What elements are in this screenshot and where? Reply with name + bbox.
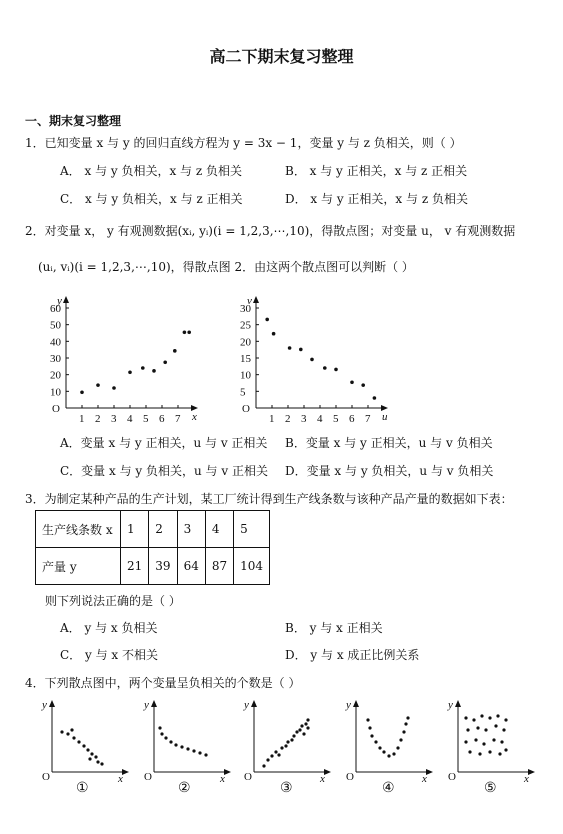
- x-tick-label: 4: [127, 413, 133, 425]
- data-point: [299, 348, 303, 352]
- y-axis-label: y: [57, 295, 62, 307]
- table-cell: 5: [234, 511, 270, 548]
- section-heading: 一、期末复习整理: [25, 114, 122, 128]
- plot-label-2: ②: [178, 780, 191, 796]
- data-point: [152, 369, 156, 373]
- data-point: [373, 396, 377, 400]
- q3-option-a[interactable]: A． y 与 x 负相关: [60, 621, 158, 635]
- y-tick-label: 20: [50, 369, 61, 382]
- table-cell: 1: [121, 511, 149, 548]
- svg-text:O: O: [346, 771, 354, 783]
- x-tick-label: 4: [317, 413, 323, 425]
- svg-text:y: y: [244, 699, 249, 711]
- table-row: [36, 548, 270, 585]
- small-plot-2: [142, 699, 237, 785]
- table-cell: 4: [205, 511, 233, 548]
- data-point: [187, 330, 191, 334]
- small-plot-4: [344, 699, 439, 785]
- data-point: [361, 383, 365, 387]
- table-cell: 21: [121, 548, 149, 585]
- data-point: [272, 332, 276, 336]
- y-tick-label: 50: [50, 319, 61, 332]
- data-point: [163, 360, 167, 364]
- data-point: [323, 366, 327, 370]
- x-tick-label: 6: [349, 413, 355, 425]
- y-axis-arrow: [63, 296, 69, 303]
- q3-stem: 3．为制定某种产品的生产计划，某工厂统计得到生产线条数与该种产品产量的数据如下表：: [25, 492, 513, 506]
- data-point: [265, 318, 269, 322]
- data-point: [96, 383, 100, 387]
- plot-label-1: ①: [76, 780, 89, 796]
- x-tick-label: 3: [111, 413, 117, 425]
- x-tick-label: 5: [143, 413, 149, 425]
- y-axis-label: v: [247, 295, 252, 307]
- plot-label-3: ③: [280, 780, 293, 796]
- q1-option-d[interactable]: D． x 与 y 正相关，x 与 z 负相关: [285, 192, 468, 206]
- svg-text:y: y: [42, 699, 47, 711]
- table-cell: 3: [177, 511, 205, 548]
- q1-stem: 1．已知变量 x 与 y 的回归直线方程为 y = 3x − 1，变量 y 与 z 负相关，则（ ）: [25, 136, 462, 150]
- q3-after-text: 则下列说法正确的是（ ）: [45, 594, 181, 608]
- q2-stem-line2: (uᵢ, vᵢ)(i = 1,2,3,⋯,10)，得散点图 2．由这两个散点图可以判断（ ）: [38, 260, 414, 274]
- q2-option-c[interactable]: C．变量 x 与 y 负相关，u 与 v 正相关: [60, 464, 268, 478]
- svg-text:O: O: [448, 771, 456, 783]
- svg-text:y: y: [346, 699, 351, 711]
- data-point: [310, 358, 314, 362]
- x-tick-label: 3: [301, 413, 307, 425]
- y-tick-label: 40: [50, 336, 61, 349]
- svg-text:O: O: [244, 771, 252, 783]
- q1-option-a[interactable]: A． x 与 y 负相关，x 与 z 负相关: [60, 164, 243, 178]
- q3-option-c[interactable]: C． y 与 x 不相关: [60, 648, 158, 662]
- x-axis-label: u: [382, 411, 388, 423]
- svg-text:x: x: [118, 773, 123, 785]
- small-plot-5: [446, 699, 541, 785]
- data-point: [350, 380, 354, 384]
- x-tick-label: 2: [285, 413, 291, 425]
- small-plot-3: [242, 699, 337, 785]
- data-point: [80, 390, 84, 394]
- table-row-label: 产量 y: [36, 548, 121, 585]
- svg-text:O: O: [42, 771, 50, 783]
- svg-text:y: y: [144, 699, 149, 711]
- table-cell: 64: [177, 548, 205, 585]
- table-row: [36, 511, 270, 548]
- data-point: [288, 346, 292, 350]
- svg-text:x: x: [524, 773, 529, 785]
- data-point: [183, 330, 187, 334]
- y-tick-label: 10: [240, 369, 251, 382]
- table-cell: 39: [149, 548, 177, 585]
- data-point: [334, 368, 338, 372]
- x-tick-label: 2: [95, 413, 101, 425]
- data-point: [173, 349, 177, 353]
- plot-label-4: ④: [382, 780, 395, 796]
- x-tick-label: 1: [269, 413, 275, 425]
- small-plot-1: [40, 699, 135, 785]
- y-axis-arrow: [253, 296, 259, 303]
- x-tick-label: 7: [365, 413, 371, 425]
- y-tick-label: 25: [240, 319, 251, 332]
- q3-option-d[interactable]: D． y 与 x 成正比例关系: [285, 648, 420, 662]
- y-tick-label: 20: [240, 336, 251, 349]
- q2-option-d[interactable]: D．变量 x 与 y 负相关，u 与 v 负相关: [285, 464, 494, 478]
- q2-stem-line1: 2．对变量 x， y 有观测数据(xᵢ, yᵢ)(i = 1,2,3,⋯,10)，得散点图；对变量 u， v 有观测数据: [25, 224, 516, 238]
- x-axis-label: x: [192, 411, 197, 423]
- origin-label: O: [52, 403, 60, 415]
- plot-label-5: ⑤: [484, 780, 497, 796]
- svg-text:y: y: [448, 699, 453, 711]
- svg-text:x: x: [220, 773, 225, 785]
- svg-text:x: x: [320, 773, 325, 785]
- svg-text:x: x: [422, 773, 427, 785]
- table-cell: 2: [149, 511, 177, 548]
- q4-stem: 4．下列散点图中，两个变量呈负相关的个数是（ ）: [25, 676, 301, 690]
- page-title: 高二下期末复习整理: [209, 47, 354, 66]
- y-tick-label: 15: [240, 353, 251, 365]
- x-tick-label: 1: [79, 413, 85, 425]
- q3-option-b[interactable]: B． y 与 x 正相关: [285, 621, 383, 635]
- table-cell: 87: [205, 548, 233, 585]
- y-tick-label: 10: [50, 386, 61, 399]
- x-tick-label: 5: [333, 413, 339, 425]
- q1-option-b[interactable]: B． x 与 y 正相关，x 与 z 正相关: [285, 164, 468, 178]
- x-tick-label: 7: [175, 413, 181, 425]
- data-point: [112, 386, 116, 390]
- production-table: [35, 510, 270, 585]
- origin-label: O: [242, 403, 250, 415]
- table-cell: 104: [234, 548, 270, 585]
- y-tick-label: 60: [50, 303, 61, 315]
- table-row-label: 生产线条数 x: [36, 511, 121, 548]
- x-tick-label: 6: [159, 413, 165, 425]
- q1-option-c[interactable]: C． x 与 y 负相关，x 与 z 正相关: [60, 192, 243, 206]
- y-tick-label: 30: [240, 303, 251, 315]
- q2-option-b[interactable]: B．变量 x 与 y 正相关，u 与 v 负相关: [285, 436, 493, 450]
- data-point: [141, 366, 145, 370]
- y-tick-label: 5: [240, 386, 246, 399]
- data-point: [128, 370, 132, 374]
- scatter-plot-2: [238, 292, 408, 425]
- y-tick-label: 30: [50, 353, 61, 365]
- scatter-plot-1: [48, 292, 218, 425]
- q2-option-a[interactable]: A．变量 x 与 y 正相关，u 与 v 正相关: [60, 436, 268, 450]
- svg-text:O: O: [144, 771, 152, 783]
